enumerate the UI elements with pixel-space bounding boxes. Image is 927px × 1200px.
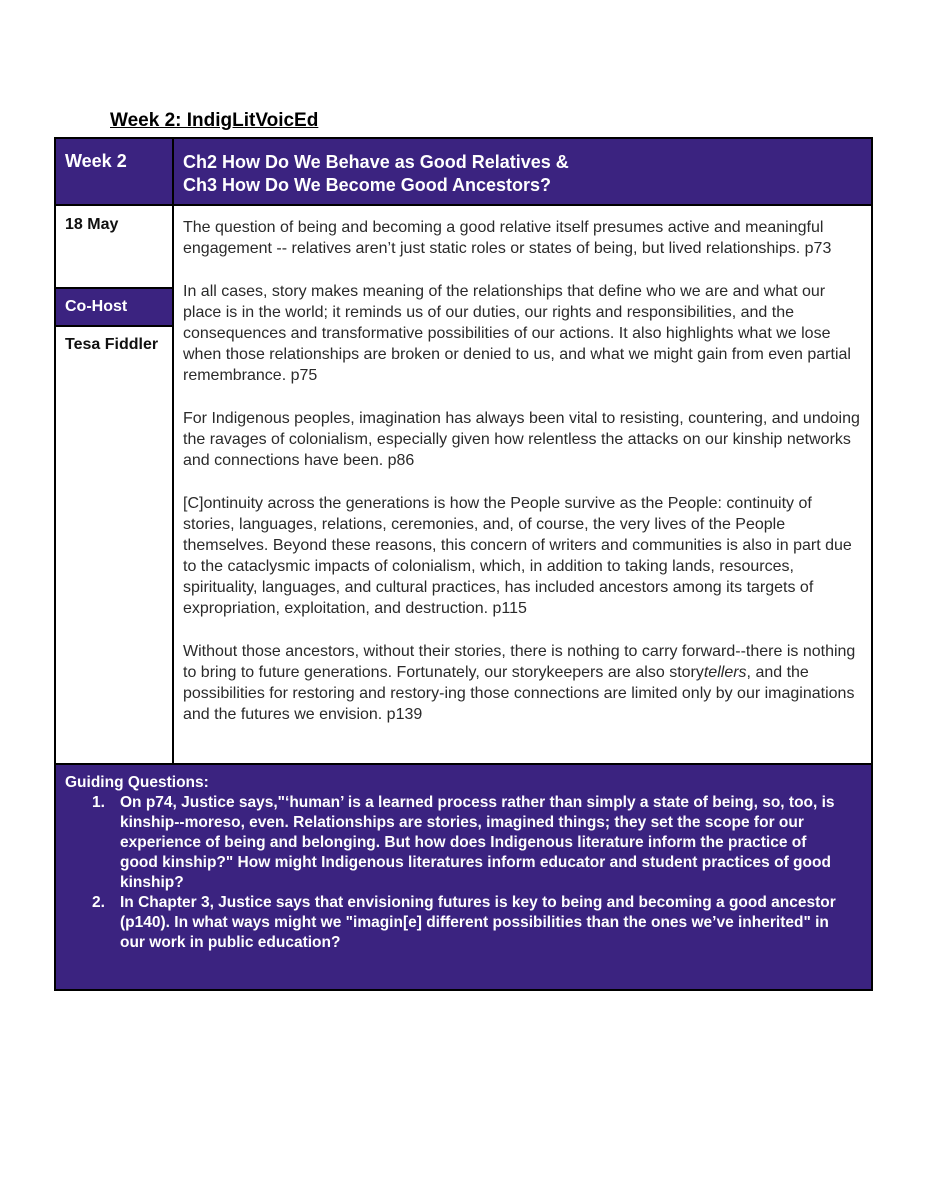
chapters-title bbox=[174, 139, 871, 204]
guiding-questions-title: Guiding Questions: bbox=[65, 774, 209, 791]
chapters-line-1: Ch2 How Do We Behave as Good Relatives & bbox=[183, 152, 569, 172]
cohost-name: Tesa Fiddler bbox=[65, 336, 159, 353]
page-title: Week 2: IndigLitVoicEd bbox=[110, 110, 319, 131]
chapters-line-2: Ch3 How Do We Become Good Ancestors? bbox=[183, 175, 552, 195]
quote-p73: The question of being and becoming a good relative itself presumes active and meaningful engagement -- relatives aren’t just static roles or states of being, but lived relationships. p73 bbox=[183, 219, 832, 257]
guiding-question-2 bbox=[65, 893, 840, 953]
quotes-cell bbox=[174, 206, 871, 763]
quote-p86: For Indigenous peoples, imagination has always been vital to resisting, countering, and undoing the ravages of colonialism, especially given how relentless the attacks on our kinship networks and connections have been. p86 bbox=[183, 410, 860, 469]
guiding-question-1 bbox=[65, 793, 840, 893]
guiding-questions-list bbox=[65, 793, 871, 953]
guiding-questions-row bbox=[56, 763, 871, 989]
session-info-column bbox=[56, 206, 174, 763]
quote-p139-part-2: , and the possibilities for restoring and restory-ing those connections are limited only by our imaginations and the futures we envision. p139 bbox=[183, 664, 855, 723]
question-text: In Chapter 3, Justice says that envisioning futures is key to being and becoming a good ancestor (p140). In what ways might we "imagin[e] different possibilities than the ones we’ve inherited" in our work in public education? bbox=[120, 894, 836, 951]
table-header-row bbox=[56, 139, 871, 206]
week-table bbox=[54, 137, 873, 991]
question-number: 1. bbox=[92, 794, 105, 811]
quote-p139-italic: tellers bbox=[703, 664, 747, 681]
question-number: 2. bbox=[92, 894, 105, 911]
session-date: 18 May bbox=[56, 206, 172, 289]
cohost-label: Co-Host bbox=[56, 289, 172, 327]
quote-p139 bbox=[183, 641, 867, 725]
question-text: On p74, Justice says,"‘human’ is a learned process rather than simply a state of being, so, too, is kinship--moreso, even. Relationships are stories, imagined things; they set the scope for our experience of being and belonging. But how does Indigenous literature inform the practice of good kinship?" How might Indigenous literatures inform educator and student practices of good kinship? bbox=[120, 794, 835, 891]
week-label: Week 2 bbox=[56, 139, 174, 204]
quote-p75: In all cases, story makes meaning of the relationships that define who we are and what our place is in the world; it reminds us of our duties, our rights and responsibilities, and the consequences and transformative possibilities of our actions. It also highlights what we lose when those relationships are broken or denied to us, and what we might gain from even partial remembrance. p75 bbox=[183, 283, 851, 384]
quote-p139-part-1: Without those ancestors, without their stories, there is nothing to carry forward--there is nothing to bring to future generations. Fortunately, our storykeepers are also story bbox=[183, 643, 856, 681]
quote-p115: [C]ontinuity across the generations is how the People survive as the People: continuity of stories, languages, relations, ceremonies, and, of course, the very lives of the People themselves. Beyond these reasons, this concern of writers and communities is also in part due to the cataclysmic impacts of colonialism, which, in addition to taking lands, resources, spirituality, languages, and cultural practices, has included ancestors among its targets of expropriation, exploitation, and destruction. p115 bbox=[183, 495, 852, 617]
